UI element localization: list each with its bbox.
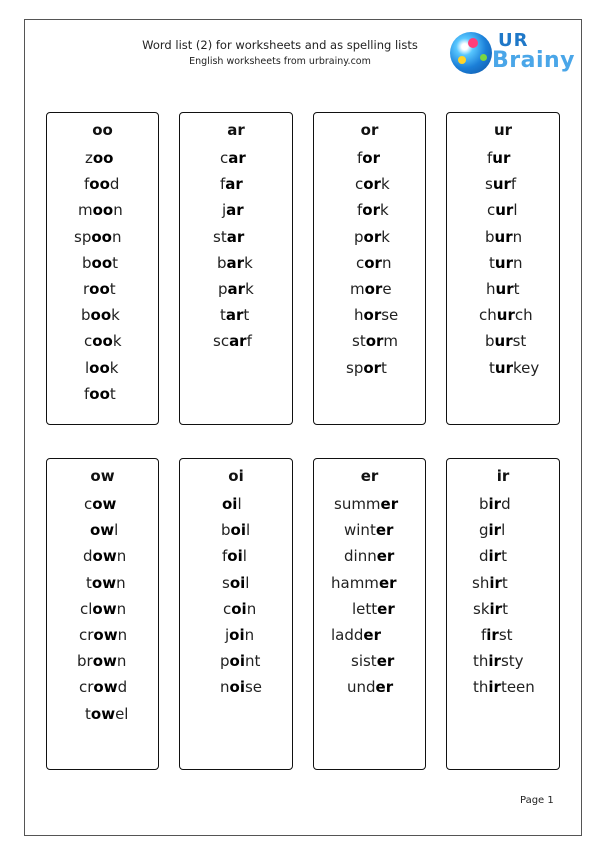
word-suffix: n <box>512 227 523 246</box>
word-suffix: e <box>382 280 392 298</box>
word-list-item <box>82 254 118 272</box>
word-list-box-ar <box>179 112 293 425</box>
word-highlight: oi <box>229 573 246 592</box>
word-list-item <box>223 600 256 618</box>
word-list-item <box>220 149 246 167</box>
word-list-heading: ow <box>90 467 115 485</box>
word-prefix: p <box>220 652 230 671</box>
logo-dot-icon <box>480 54 487 61</box>
word-prefix: lett <box>352 599 378 618</box>
word-list-item <box>84 175 119 193</box>
word-list-item <box>213 228 244 246</box>
word-list-item <box>355 175 390 193</box>
word-prefix: p <box>218 280 228 298</box>
word-suffix: n <box>246 599 257 618</box>
word-prefix: c <box>223 599 232 618</box>
logo-dot-icon <box>468 38 478 48</box>
word-suffix: teen <box>500 678 535 697</box>
word-highlight: ar <box>229 332 247 351</box>
word-prefix: b <box>485 332 495 351</box>
word-prefix: f <box>357 149 363 167</box>
word-suffix: l <box>501 521 506 540</box>
word-list-box-or <box>313 112 426 425</box>
word-list-item <box>352 332 398 350</box>
word-prefix: c <box>356 253 365 272</box>
word-highlight: or <box>363 358 382 377</box>
word-highlight: oo <box>89 358 110 377</box>
word-list-item <box>222 495 242 513</box>
word-prefix: st <box>352 332 366 351</box>
word-suffix: t <box>502 599 508 618</box>
word-suffix: st <box>498 626 513 644</box>
word-prefix: dinn <box>344 547 377 566</box>
word-list-item <box>489 254 522 272</box>
word-highlight: ur <box>494 227 513 246</box>
word-prefix: m <box>350 280 365 298</box>
word-list-item <box>354 228 390 246</box>
word-highlight: oo <box>89 384 110 403</box>
word-list-item <box>225 626 254 644</box>
word-highlight: er <box>378 573 397 592</box>
word-highlight: ur <box>495 201 514 220</box>
word-list-heading: or <box>360 121 379 139</box>
word-highlight: oo <box>92 201 114 220</box>
logo-text-ur: UR <box>498 30 529 51</box>
word-suffix: n <box>116 547 127 566</box>
word-suffix: l <box>245 573 250 592</box>
word-list-item <box>479 306 533 324</box>
word-highlight: ur <box>494 332 513 351</box>
word-prefix: n <box>220 678 230 697</box>
word-suffix: t <box>243 306 250 325</box>
word-prefix: f <box>220 175 226 194</box>
word-prefix: und <box>347 678 376 697</box>
word-list-item <box>485 228 522 246</box>
word-highlight: ar <box>226 227 245 246</box>
word-prefix: wint <box>344 521 376 540</box>
word-list-item <box>90 521 118 539</box>
word-prefix: cr <box>79 678 94 697</box>
word-highlight: ir <box>489 573 502 592</box>
word-list-item <box>218 280 254 298</box>
word-highlight: oo <box>91 253 113 272</box>
word-suffix: t <box>501 547 507 566</box>
word-highlight: er <box>376 547 395 566</box>
word-suffix: se <box>381 306 399 325</box>
word-highlight: or <box>364 280 383 298</box>
word-highlight: er <box>375 521 394 540</box>
word-suffix: n <box>117 626 128 644</box>
word-suffix: d <box>117 678 128 697</box>
word-prefix: j <box>225 626 230 644</box>
word-highlight: ur <box>492 149 511 167</box>
word-highlight: or <box>363 227 382 246</box>
word-highlight: er <box>376 652 395 671</box>
word-highlight: ur <box>496 306 515 325</box>
word-highlight: ur <box>492 175 511 194</box>
word-list-item <box>213 332 252 350</box>
word-prefix: z <box>85 149 93 167</box>
word-highlight: oi <box>229 678 245 697</box>
word-highlight: ow <box>91 573 117 592</box>
word-suffix: n <box>116 573 126 592</box>
word-prefix: ch <box>479 306 497 325</box>
word-prefix: h <box>486 280 496 298</box>
word-list-heading: ir <box>496 467 510 485</box>
word-list-box-ir <box>446 458 560 770</box>
word-highlight: ur <box>494 358 513 377</box>
word-prefix: c <box>487 201 496 220</box>
word-highlight: ar <box>225 306 244 325</box>
word-prefix: s <box>485 175 493 194</box>
word-list-box-oi <box>179 458 293 770</box>
word-highlight: or <box>363 175 381 194</box>
word-prefix: t <box>489 358 495 377</box>
word-list-item <box>350 280 392 298</box>
word-highlight: ur <box>494 253 513 272</box>
word-suffix: se <box>244 678 263 697</box>
word-prefix: b <box>81 306 91 325</box>
word-highlight: ar <box>225 175 243 194</box>
word-highlight: ow <box>90 704 116 723</box>
word-suffix: t <box>381 358 387 377</box>
word-prefix: t <box>85 704 91 723</box>
word-suffix: key <box>512 358 540 377</box>
word-list-item <box>352 600 395 618</box>
word-list-item <box>485 175 516 193</box>
word-list-heading: oo <box>92 121 113 139</box>
word-list-item <box>479 495 511 513</box>
word-suffix: m <box>383 332 399 351</box>
word-list-item <box>473 600 508 618</box>
word-prefix: d <box>83 547 93 566</box>
word-list-item <box>472 574 508 592</box>
word-list-item <box>331 574 397 592</box>
word-list-item <box>74 228 121 246</box>
word-highlight: or <box>362 201 380 220</box>
word-list-item <box>220 652 260 670</box>
word-highlight: ow <box>92 599 117 618</box>
word-prefix: b <box>221 521 231 540</box>
word-suffix: ch <box>514 306 533 325</box>
word-suffix: t <box>109 384 116 403</box>
word-list-heading: ar <box>227 121 245 139</box>
word-highlight: oo <box>92 332 113 351</box>
word-suffix: l <box>114 521 119 540</box>
word-prefix: m <box>78 201 93 220</box>
word-prefix: th <box>473 678 489 697</box>
word-highlight: oi <box>227 547 243 566</box>
word-list-item <box>354 306 398 324</box>
word-list-item <box>486 280 519 298</box>
word-list-item <box>479 521 505 539</box>
word-prefix: d <box>479 547 489 566</box>
word-suffix: n <box>116 599 127 618</box>
word-highlight: oi <box>229 626 245 644</box>
word-suffix: n <box>111 227 122 246</box>
word-prefix: sist <box>351 652 377 671</box>
word-list-heading: oi <box>228 467 244 485</box>
word-prefix: th <box>473 652 489 671</box>
word-list-box-ur <box>446 112 560 425</box>
word-prefix: c <box>355 175 364 194</box>
word-prefix: b <box>82 253 92 272</box>
word-list-item <box>78 201 123 219</box>
word-list-item <box>85 149 114 167</box>
word-highlight: ir <box>488 495 502 513</box>
word-highlight: ur <box>495 280 514 298</box>
word-suffix: n <box>244 626 255 644</box>
word-list-item <box>83 547 126 565</box>
word-list-item <box>79 626 127 644</box>
word-suffix: el <box>115 704 129 723</box>
word-highlight: oo <box>91 227 112 246</box>
word-prefix: f <box>487 149 493 167</box>
word-highlight: ir <box>486 626 499 644</box>
word-list-item <box>357 149 380 167</box>
word-suffix: t <box>501 573 508 592</box>
word-prefix: sk <box>473 599 490 618</box>
word-suffix: n <box>113 201 123 220</box>
word-prefix: s <box>222 573 230 592</box>
word-list-item <box>222 547 247 565</box>
word-suffix: f <box>246 332 252 351</box>
word-suffix: f <box>510 175 517 194</box>
word-prefix: r <box>83 280 90 298</box>
urbrainy-logo <box>448 28 576 78</box>
word-prefix: hamm <box>331 573 379 592</box>
word-prefix: cr <box>79 626 94 644</box>
word-suffix: sty <box>500 652 524 671</box>
word-prefix: b <box>485 227 495 246</box>
page-number: Page 1 <box>520 795 554 806</box>
word-prefix: sp <box>74 227 92 246</box>
word-list-item <box>356 254 391 272</box>
word-prefix: h <box>354 306 364 325</box>
word-list-item <box>351 652 394 670</box>
word-prefix: g <box>479 521 489 540</box>
word-suffix: k <box>111 306 120 325</box>
word-highlight: oo <box>89 280 110 298</box>
word-list-item <box>334 495 398 513</box>
word-list-item <box>79 678 127 696</box>
word-highlight: oi <box>229 652 245 671</box>
word-list-item <box>489 359 539 377</box>
word-list-item <box>220 175 243 193</box>
word-highlight: oo <box>89 175 110 194</box>
word-list-item <box>222 574 249 592</box>
word-highlight: ir <box>488 678 501 697</box>
word-suffix: d <box>501 495 511 513</box>
word-suffix: nt <box>244 652 261 671</box>
word-highlight: ow <box>92 652 117 671</box>
word-prefix: f <box>222 547 228 566</box>
word-list-item <box>222 201 244 219</box>
word-suffix: d <box>109 175 120 194</box>
word-prefix: sh <box>472 573 490 592</box>
word-highlight: er <box>380 495 399 513</box>
page-title: Word list (2) for worksheets and as spelling lists <box>142 38 418 52</box>
word-suffix: k <box>380 175 390 194</box>
word-highlight: ar <box>226 201 244 220</box>
word-highlight: er <box>375 678 394 697</box>
word-suffix: k <box>381 227 390 246</box>
logo-text-brainy: Brainy <box>492 48 576 73</box>
word-list-item <box>331 626 381 644</box>
word-prefix: summ <box>334 495 381 513</box>
word-list-item <box>344 547 394 565</box>
word-prefix: f <box>84 384 90 403</box>
word-list-item <box>85 705 128 723</box>
word-suffix: l <box>242 547 247 566</box>
word-prefix: f <box>357 201 363 220</box>
word-highlight: er <box>363 626 381 644</box>
word-list-item <box>473 652 524 670</box>
word-suffix: l <box>245 521 251 540</box>
word-list-item <box>80 600 126 618</box>
word-list-item <box>84 495 116 513</box>
word-highlight: or <box>362 149 380 167</box>
word-highlight: ow <box>90 521 115 540</box>
word-highlight: oi <box>222 495 238 513</box>
word-suffix: t <box>513 280 520 298</box>
word-highlight: ir <box>488 547 502 566</box>
word-prefix: b <box>479 495 489 513</box>
word-highlight: oi <box>230 521 246 540</box>
word-prefix: f <box>84 175 90 194</box>
word-suffix: n <box>116 652 127 671</box>
word-suffix: l <box>237 495 242 513</box>
word-highlight: ir <box>488 521 502 540</box>
word-highlight: ar <box>227 280 246 298</box>
word-list-item <box>347 678 393 696</box>
word-list-item <box>479 547 507 565</box>
word-highlight: oi <box>231 599 247 618</box>
word-list-item <box>84 332 122 350</box>
word-highlight: ir <box>488 652 501 671</box>
word-suffix: k <box>244 253 253 272</box>
word-list-item <box>86 574 126 592</box>
word-prefix: t <box>489 253 495 272</box>
word-prefix: cl <box>80 599 93 618</box>
word-prefix: f <box>481 626 487 644</box>
word-list-item <box>77 652 126 670</box>
word-suffix: n <box>512 253 523 272</box>
word-suffix: st <box>512 332 527 351</box>
word-suffix: k <box>245 280 254 298</box>
page-subtitle: English worksheets from urbrainy.com <box>189 56 371 67</box>
word-highlight: oo <box>92 149 114 167</box>
word-highlight: oo <box>90 306 112 325</box>
word-prefix: c <box>84 332 93 351</box>
word-list-item <box>473 678 535 696</box>
word-list-item <box>344 521 393 539</box>
word-highlight: or <box>363 306 382 325</box>
word-list-item <box>481 626 513 644</box>
word-prefix: sp <box>346 358 364 377</box>
word-prefix: l <box>85 358 90 377</box>
word-prefix: sc <box>213 332 230 351</box>
word-highlight: ow <box>92 547 117 566</box>
word-list-item <box>81 306 120 324</box>
word-list-item <box>217 254 253 272</box>
word-prefix: p <box>354 227 364 246</box>
word-list-item <box>85 359 118 377</box>
word-highlight: ir <box>489 599 503 618</box>
word-list-box-oo <box>46 112 159 425</box>
word-highlight: ar <box>226 253 245 272</box>
word-suffix: k <box>379 201 389 220</box>
word-list-box-ow <box>46 458 159 770</box>
word-list-item <box>485 332 526 350</box>
word-prefix: t <box>86 573 92 592</box>
word-highlight: ow <box>93 678 118 697</box>
word-highlight: or <box>364 253 382 272</box>
word-suffix: n <box>381 253 392 272</box>
word-list-item <box>357 201 389 219</box>
word-suffix: k <box>112 332 122 351</box>
word-prefix: st <box>213 227 227 246</box>
word-suffix: t <box>112 253 119 272</box>
word-prefix: c <box>84 495 93 513</box>
word-suffix: t <box>109 280 116 298</box>
word-list-heading: ur <box>493 121 513 139</box>
word-list-heading: er <box>360 467 379 485</box>
word-list-item <box>487 149 510 167</box>
word-list-item <box>220 678 262 696</box>
word-list-item <box>84 385 116 403</box>
word-highlight: ow <box>92 495 117 513</box>
word-prefix: b <box>217 253 227 272</box>
word-list-item <box>346 359 387 377</box>
word-highlight: ar <box>228 149 246 167</box>
word-prefix: ladd <box>331 626 364 644</box>
word-list-item <box>487 201 518 219</box>
word-suffix: l <box>513 201 518 220</box>
word-highlight: er <box>377 599 395 618</box>
word-suffix: k <box>109 358 119 377</box>
word-list-box-er <box>313 458 426 770</box>
word-list-item <box>83 280 116 298</box>
word-prefix: j <box>222 201 227 220</box>
word-highlight: ow <box>93 626 118 644</box>
word-prefix: t <box>220 306 226 325</box>
word-list-item <box>221 521 250 539</box>
word-prefix: br <box>77 652 93 671</box>
word-highlight: or <box>365 332 384 351</box>
word-list-item <box>220 306 249 324</box>
word-prefix: c <box>220 149 229 167</box>
logo-dot-icon <box>458 56 466 64</box>
